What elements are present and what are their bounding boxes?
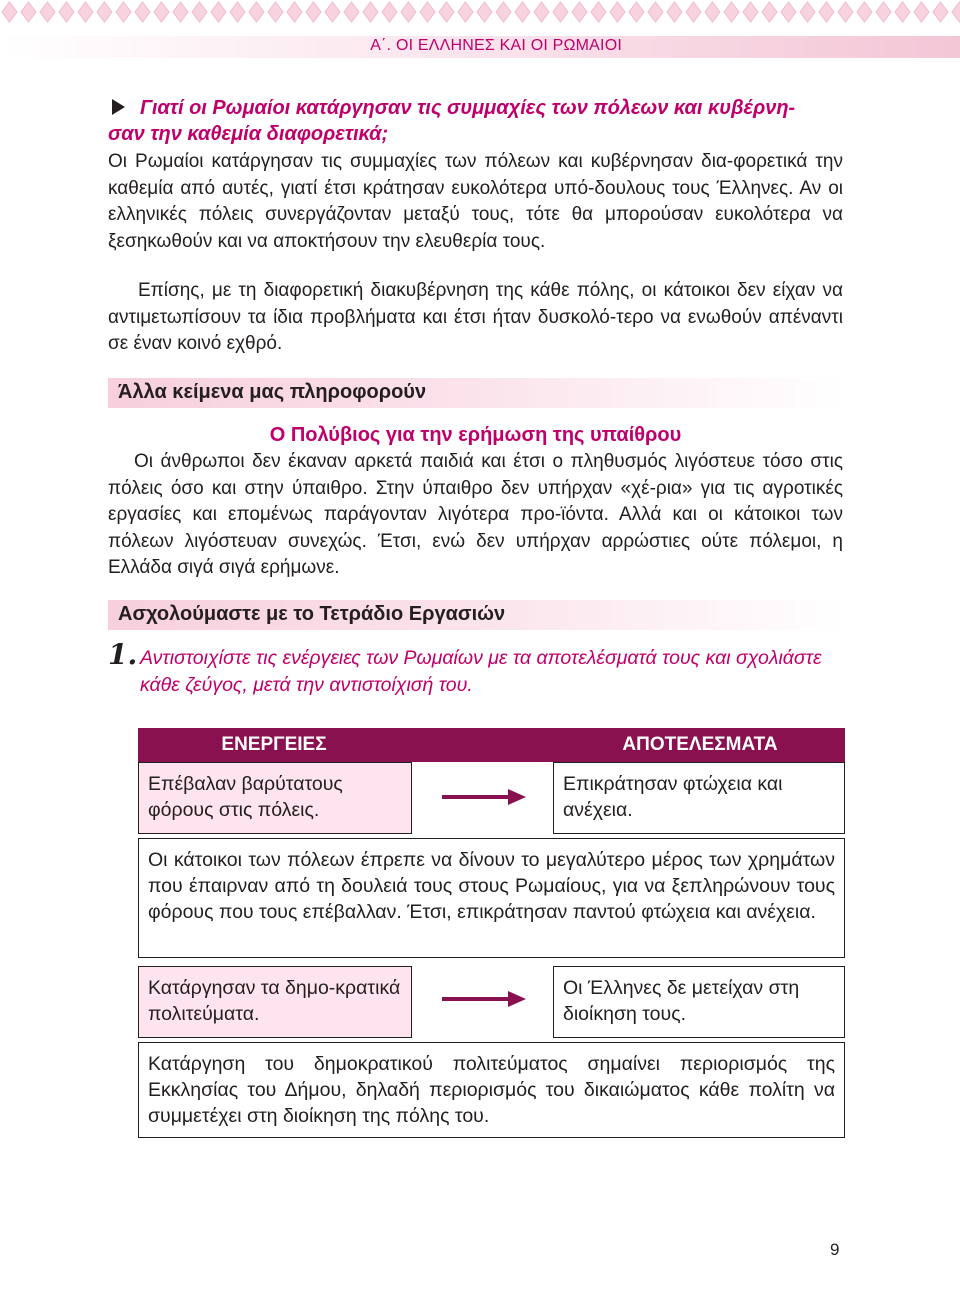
workbook-heading: Ασχολούμαστε με το Τετράδιο Εργασιών <box>118 603 506 625</box>
question-title-line2: σαν την καθεμία διαφορετικά; <box>108 123 389 145</box>
answer-paragraph-2: Επίσης, με τη διαφορετική διακυβέρνηση της κάθε πόλης, οι κάτοικοι δεν είχαν να αντιμετωπίσουν τα ίδια προβλήματα και έτσι ήταν δυσκολό-τερο να ενωθούν απέναντι σε έναν κοινό εχθρό. <box>108 280 843 354</box>
answer-paragraph-1: Οι Ρωμαίοι κατάργησαν τις συμμαχίες των πόλεων και κυβέρνησαν δια-φορετικά την καθεμία από αυτές, γιατί έτσι κράτησαν ευκολότερα υπό-δουλους τους Έλληνες. Αν οι ελληνικές πόλεις συνεργάζονταν μεταξύ τους, τότε θα μπορούσαν ευκολότερα να ξεσηκωθούν και να αποκτήσουν την ελευθερία τους. <box>108 151 843 252</box>
table-cell-comment: Κατάργηση του δημοκρατικού πολιτεύματος σημαίνει περιορισμός της Εκκλησίας του Δήμου, δηλαδή περιορισμός του δικαιώματος κάθε πολίτη να συμμετέχει στη διοίκηση της πόλης του. <box>138 1042 845 1138</box>
exercise-number: 1. <box>108 638 138 671</box>
triangle-bullet-icon <box>112 99 125 115</box>
polybius-subtitle: Ο Πολύβιος για την ερήμωση της υπαίθρου <box>269 424 682 446</box>
table-cell-action: Κατάργησαν τα δημο-κρατικά πολιτεύματα. <box>138 966 412 1038</box>
chapter-title: Α΄. ΟΙ ΕΛΛΗΝΕΣ ΚΑΙ ΟΙ ΡΩΜΑΙΟΙ <box>370 37 622 54</box>
page-number: 9 <box>830 1240 840 1259</box>
diamond-pattern-icon <box>0 0 960 24</box>
table-header-spacer <box>410 728 555 762</box>
right-arrow-icon <box>440 988 528 1010</box>
table-cell-result: Οι Έλληνες δε μετείχαν στη διοίκηση τους. <box>553 966 845 1038</box>
table-cell-result: Επικράτησαν φτώχεια και ανέχεια. <box>553 762 845 834</box>
exercise-instruction: Αντιστοιχίστε τις ενέργειες των Ρωμαίων με τα αποτελέσματά τους και σχολιάστε κάθε ζεύγος, μετά την αντιστοίχισή του. <box>140 647 822 696</box>
decorative-border <box>0 0 960 24</box>
workbook-heading-bar <box>108 600 843 630</box>
table-header-actions: ΕΝΕΡΓΕΙΕΣ <box>138 728 410 762</box>
table-cell-action: Επέβαλαν βαρύτατους φόρους στις πόλεις. <box>138 762 412 834</box>
table-cell-comment: Οι κάτοικοι των πόλεων έπρεπε να δίνουν το μεγαλύτερο μέρος των χρημάτων που έπαιρναν από τη δουλειά τους στους Ρωμαίους, για να ξεπληρώνουν τους φόρους που τους επέβαλλαν. Έτσι, επικράτησαν παντού φτώχεια και ανέχεια. <box>138 838 845 958</box>
question-title-line1: Γιατί οι Ρωμαίοι κατάργησαν τις συμμαχίες των πόλεων και κυβέρνη- <box>140 97 796 119</box>
other-texts-heading-bar <box>108 378 843 408</box>
table-header-results: ΑΠΟΤΕΛΕΣΜΑΤΑ <box>555 728 845 762</box>
other-texts-heading: Άλλα κείμενα μας πληροφορούν <box>118 381 427 403</box>
polybius-text: Οι άνθρωποι δεν έκαναν αρκετά παιδιά και έτσι ο πληθυσμός λιγόστευε τόσο στις πόλεις όσο και στην ύπαιθρο. Στην ύπαιθρο δεν υπήρχαν «χέ-ρια» για τις αγροτικές εργασίες και επομένως παράγονταν λιγότερα προ-ϊόντα. Αλλά και οι κάτοικοι των πόλεων λιγόστευαν συνεχώς. Έτσι, ενώ δεν υπήρχαν αρρώστιες ούτε πόλεμοι, η Ελλάδα σιγά σιγά ερήμωνε. <box>108 451 843 578</box>
right-arrow-icon <box>440 786 528 808</box>
